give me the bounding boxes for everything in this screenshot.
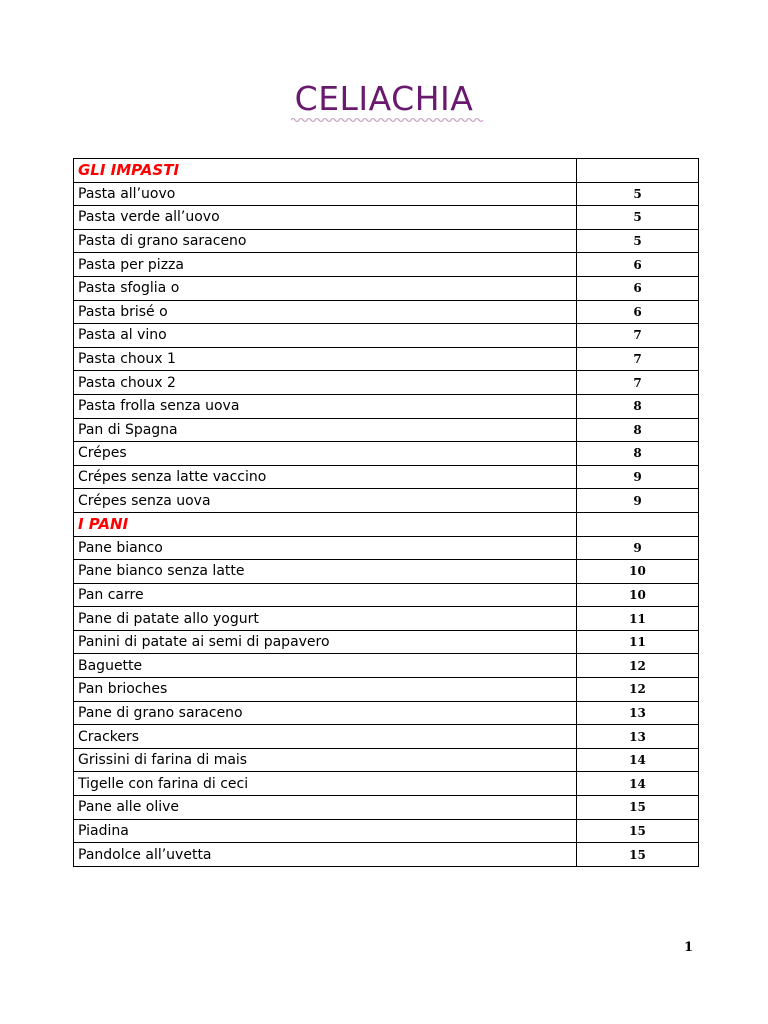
recipe-page-number: 6	[577, 276, 699, 300]
table-row	[74, 206, 699, 230]
table-row	[74, 796, 699, 820]
table-row	[74, 394, 699, 418]
table-row	[74, 725, 699, 749]
table-row	[74, 583, 699, 607]
recipe-page-number: 14	[577, 772, 699, 796]
recipe-name: Pasta di grano saraceno	[74, 229, 577, 253]
recipe-name: Crackers	[74, 725, 577, 749]
recipe-page-number: 5	[577, 229, 699, 253]
recipe-name: Piadina	[74, 819, 577, 843]
table-row	[74, 843, 699, 867]
section-heading: GLI IMPASTI	[74, 159, 577, 183]
recipe-name: Pan brioches	[74, 678, 577, 702]
section-heading-row	[74, 512, 699, 536]
recipe-page-number: 5	[577, 206, 699, 230]
recipe-page-number: 8	[577, 394, 699, 418]
recipe-page-number: 7	[577, 371, 699, 395]
recipe-name: Crépes	[74, 442, 577, 466]
table-row	[74, 607, 699, 631]
recipe-page-number: 8	[577, 442, 699, 466]
recipe-page-number: 10	[577, 583, 699, 607]
recipe-name: Pasta choux 2	[74, 371, 577, 395]
recipe-page-number: 9	[577, 536, 699, 560]
recipe-page-number: 11	[577, 630, 699, 654]
recipe-page-number: 9	[577, 465, 699, 489]
recipe-page-number: 7	[577, 347, 699, 371]
recipe-name: Pasta per pizza	[74, 253, 577, 277]
recipe-name: Pasta all’uovo	[74, 182, 577, 206]
recipe-page-number: 15	[577, 843, 699, 867]
table-row	[74, 300, 699, 324]
recipe-name: Crépes senza latte vaccino	[74, 465, 577, 489]
section-heading-empty-cell	[577, 512, 699, 536]
recipe-page-number: 9	[577, 489, 699, 513]
title-wavy-underline	[291, 117, 485, 123]
recipe-name: Panini di patate ai semi di papavero	[74, 630, 577, 654]
table-row	[74, 560, 699, 584]
page-number: 1	[684, 940, 694, 955]
recipe-page-number: 13	[577, 701, 699, 725]
recipe-name: Baguette	[74, 654, 577, 678]
table-row	[74, 347, 699, 371]
recipe-page-number: 11	[577, 607, 699, 631]
index-table-body	[74, 159, 699, 867]
recipe-name: Pane alle olive	[74, 796, 577, 820]
table-row	[74, 182, 699, 206]
recipe-name: Pan di Spagna	[74, 418, 577, 442]
recipe-name: Tigelle con farina di ceci	[74, 772, 577, 796]
table-row	[74, 536, 699, 560]
table-row	[74, 630, 699, 654]
recipe-page-number: 5	[577, 182, 699, 206]
document-title: CELIACHIA	[294, 79, 474, 118]
section-heading-row	[74, 159, 699, 183]
table-row	[74, 654, 699, 678]
recipe-name: Pasta choux 1	[74, 347, 577, 371]
table-row	[74, 253, 699, 277]
table-row	[74, 678, 699, 702]
table-row	[74, 276, 699, 300]
table-row	[74, 819, 699, 843]
table-row	[74, 229, 699, 253]
recipe-name: Pane di patate allo yogurt	[74, 607, 577, 631]
recipe-name: Grissini di farina di mais	[74, 748, 577, 772]
recipe-index-table	[73, 158, 699, 867]
title-block	[0, 79, 768, 118]
recipe-page-number: 15	[577, 796, 699, 820]
table-row	[74, 748, 699, 772]
recipe-name: Pan carre	[74, 583, 577, 607]
section-heading: I PANI	[74, 512, 577, 536]
recipe-page-number: 13	[577, 725, 699, 749]
table-row	[74, 418, 699, 442]
section-heading-empty-cell	[577, 159, 699, 183]
recipe-page-number: 12	[577, 654, 699, 678]
recipe-name: Pane bianco senza latte	[74, 560, 577, 584]
table-row	[74, 489, 699, 513]
recipe-page-number: 14	[577, 748, 699, 772]
recipe-page-number: 15	[577, 819, 699, 843]
recipe-name: Pandolce all’uvetta	[74, 843, 577, 867]
table-row	[74, 442, 699, 466]
recipe-page-number: 6	[577, 253, 699, 277]
recipe-name: Pane bianco	[74, 536, 577, 560]
recipe-name: Pasta verde all’uovo	[74, 206, 577, 230]
recipe-page-number: 6	[577, 300, 699, 324]
recipe-page-number: 8	[577, 418, 699, 442]
table-row	[74, 701, 699, 725]
recipe-name: Pasta brisé o	[74, 300, 577, 324]
recipe-name: Pasta sfoglia o	[74, 276, 577, 300]
recipe-name: Pane di grano saraceno	[74, 701, 577, 725]
recipe-name: Pasta al vino	[74, 324, 577, 348]
table-row	[74, 324, 699, 348]
recipe-page-number: 12	[577, 678, 699, 702]
recipe-name: Crépes senza uova	[74, 489, 577, 513]
recipe-page-number: 7	[577, 324, 699, 348]
table-row	[74, 465, 699, 489]
table-row	[74, 772, 699, 796]
recipe-name: Pasta frolla senza uova	[74, 394, 577, 418]
recipe-page-number: 10	[577, 560, 699, 584]
table-row	[74, 371, 699, 395]
